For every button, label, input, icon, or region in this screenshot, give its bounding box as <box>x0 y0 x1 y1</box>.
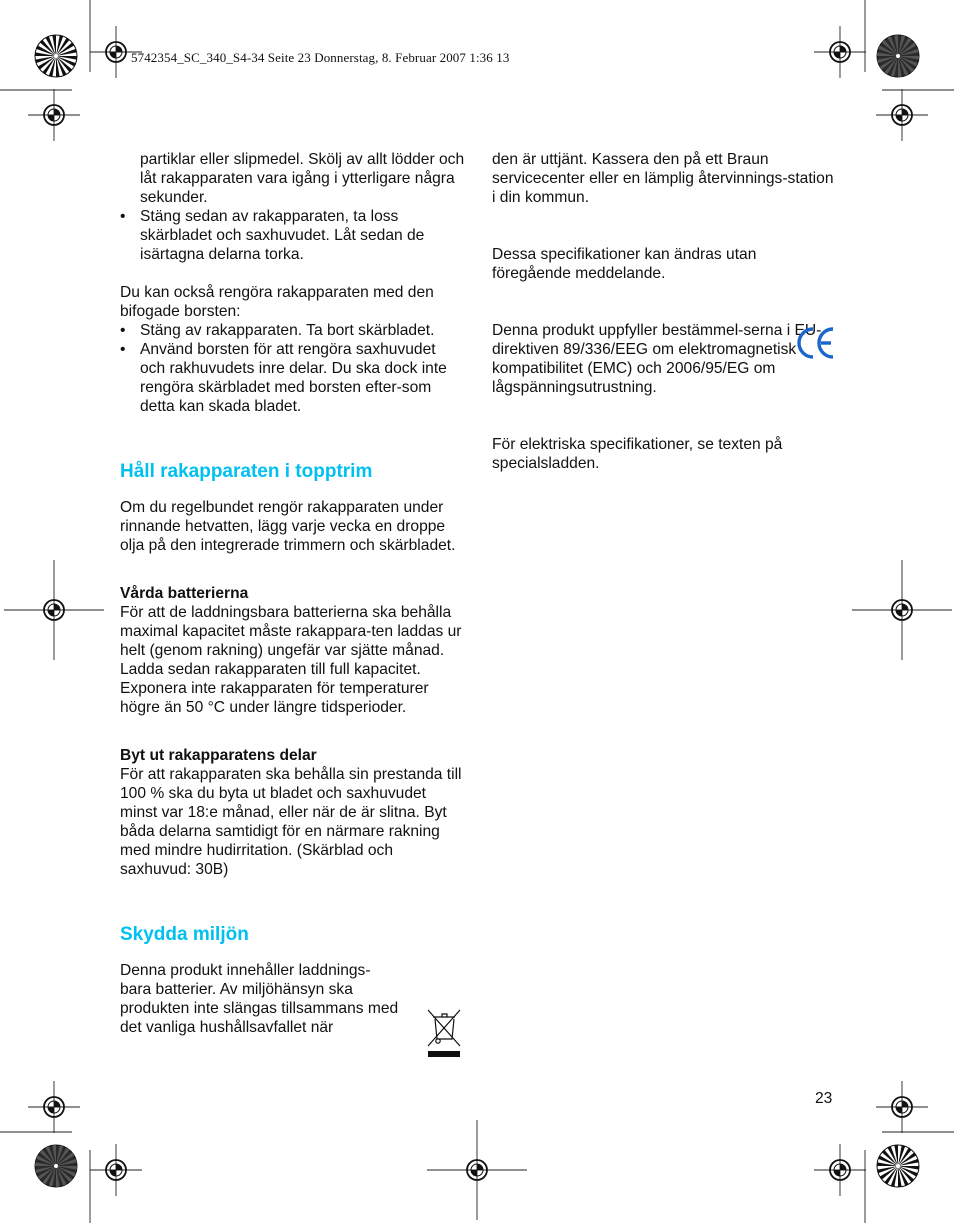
list-item: • Stäng av rakapparaten. Ta bort skärbladet. <box>120 321 465 340</box>
bullet-list-b <box>120 321 465 416</box>
conformity-text: Denna produkt uppfyller bestämmel-serna i EU-direktiven 89/336/EEG om elektromagnetisk kompatibilitet (EMC) och 2006/95/EG om lågspänningsutrustning. <box>492 322 822 396</box>
list-item: • Använd borsten för att rengöra saxhuvudet och rakhuvudets inre delar. Du ska dock inte rengöra skärbladet med borsten efter-som detta kan skada bladet. <box>120 340 465 416</box>
brush-intro: Du kan också rengöra rakapparaten med den bifogade borsten: <box>120 284 434 320</box>
specification-note: Dessa specifikationer kan ändras utan föregående meddelande. <box>492 246 757 282</box>
page-number: 23 <box>815 1090 833 1107</box>
trim-text: Om du regelbundet rengör rakapparaten under rinnande hetvatten, lägg varje vecka en droppe olja på den integrerade trimmern och skärbladet. <box>120 499 456 554</box>
electrical-spec-text: För elektriska specifikationer, se texten på specialsladden. <box>492 436 783 472</box>
environment-continuation: den är uttjänt. Kassera den på ett Braun servicecenter eller en lämplig återvinnings-station i din kommun. <box>492 151 834 206</box>
bullet-list-a <box>120 207 465 264</box>
crossed-out-wheelie-bin-icon <box>425 1007 463 1059</box>
intro-continuation: partiklar eller slipmedel. Skölj av allt lödder och låt rakapparaten vara igång i ytterligare några sekunder. <box>140 151 465 206</box>
ce-mark-icon <box>795 324 837 362</box>
slug-line: 5742354_SC_340_S4-34 Seite 23 Donnerstag, 8. Februar 2007 1:36 13 <box>131 50 510 65</box>
list-item: • Stäng sedan av rakapparaten, ta loss skärbladet och saxhuvudet. Låt sedan de isärtagna delarna torka. <box>120 207 465 264</box>
parts-heading: Byt ut rakapparatens delar <box>120 747 317 764</box>
battery-text: För att de laddningsbara batterierna ska behålla maximal kapacitet måste rakappara-ten laddas ur helt (genom rakning) ungefär var sjätte månad. Ladda sedan rakapparaten till full kapacitet. Exponera inte rakapparaten för temperaturer högre än 50 °C under längre tidsperioder. <box>120 604 462 716</box>
right-column <box>492 150 837 473</box>
battery-heading: Vårda batterierna <box>120 585 249 602</box>
parts-text: För att rakapparaten ska behålla sin prestanda till 100 % ska du byta ut bladet och saxhuvudet minst var 18:e månad, eller när de är slitna. Byt båda delarna samtidigt för en närmare rakning med mindre hudirritation. (Skärblad och saxhuvud: 30B) <box>120 766 462 878</box>
environment-text: Denna produkt innehåller laddnings-bara batterier. Av miljöhänsyn ska produkten inte slängas tillsammans med det vanliga hushållsavfallet när <box>120 962 399 1036</box>
left-column <box>120 150 465 1037</box>
heading-topptrim: Håll rakapparaten i topptrim <box>120 461 373 482</box>
heading-environment: Skydda miljön <box>120 924 249 945</box>
